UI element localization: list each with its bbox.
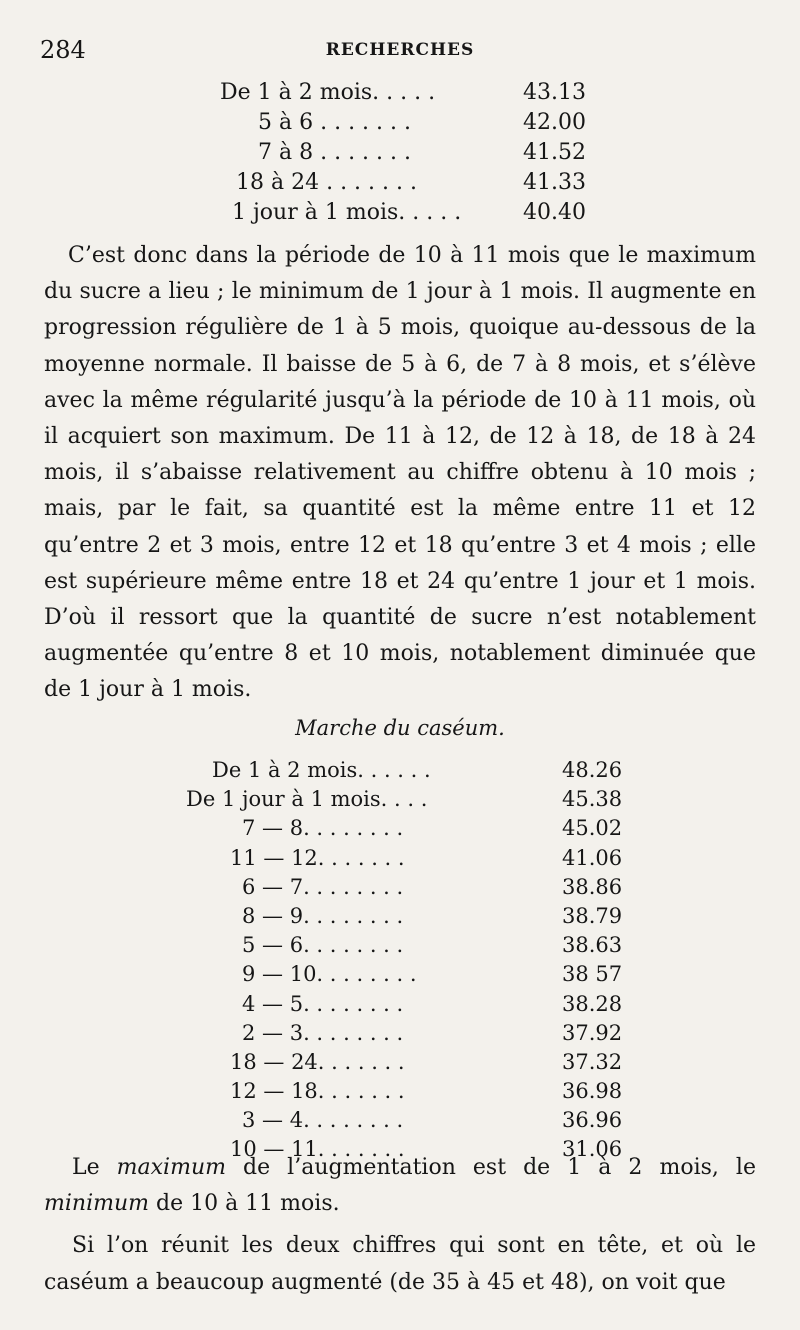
table-row xyxy=(186,787,700,816)
row-value: 38.79 xyxy=(562,903,623,928)
row-value: 37.32 xyxy=(562,1049,623,1074)
table-row xyxy=(150,110,630,140)
caseum-table xyxy=(186,758,700,1167)
row-label: De 1 à 2 mois. . . . . xyxy=(220,80,436,105)
table-row xyxy=(200,962,700,991)
table-row xyxy=(200,758,700,787)
row-label: 8 — 9. . . . . . . . xyxy=(242,903,404,928)
page-number: 284 xyxy=(40,36,86,64)
row-value: 38.28 xyxy=(562,991,623,1016)
row-label: De 1 à 2 mois. . . . . . xyxy=(212,758,431,782)
row-value: 31.06 xyxy=(562,1137,623,1162)
table-row xyxy=(200,1021,700,1050)
row-value: 36.98 xyxy=(562,1079,623,1104)
row-value: 38.86 xyxy=(562,874,623,899)
text-run: de 10 à 11 mois. xyxy=(149,1191,340,1217)
table-row xyxy=(200,992,700,1021)
table-row xyxy=(150,80,630,110)
row-label: 3 — 4. . . . . . . . xyxy=(242,1108,404,1133)
row-label: 18 à 24 . . . . . . . xyxy=(236,170,417,195)
emphasis-minimum: minimum xyxy=(44,1191,149,1217)
page-header xyxy=(40,36,760,66)
table-row xyxy=(200,816,700,845)
row-value: 45.38 xyxy=(562,787,623,812)
table-row xyxy=(150,170,630,200)
row-label: 1 jour à 1 mois. . . . . xyxy=(232,200,462,225)
row-label: De 1 jour à 1 mois. . . . xyxy=(186,787,428,812)
emphasis-maximum: maximum xyxy=(116,1155,226,1180)
table-row xyxy=(200,904,700,933)
row-value: 36.96 xyxy=(562,1108,623,1133)
row-label: 6 — 7. . . . . . . . xyxy=(242,874,404,899)
row-label: 5 — 6. . . . . . . . xyxy=(242,933,404,958)
table-row xyxy=(200,875,700,904)
row-value: 45.02 xyxy=(562,816,623,841)
closing-paragraphs xyxy=(44,1150,756,1301)
row-value: 41.52 xyxy=(523,140,586,165)
row-value: 48.26 xyxy=(562,758,623,782)
paragraph-text: C’est donc dans la période de 10 à 11 mois que le maximum du sucre a lieu ; le minimum de 1 jour à 1 mois. Il augmente en progression régulière de 1 à 5 mois, quoique au-dessous de la moyenne normale. Il baisse de 5 à 6, de 7 à 8 mois, et s’élève avec la même régularité jusqu’à la période de 10 à 11 mois, où il acquiert son maximum. De 11 à 12, de 12 à 18, de 18 à 24 mois, il s’abaisse relativement au chiffre obtenu à 10 mois ; mais, par le fait, sa quantité est la même entre 11 et 12 qu’entre 2 et 3 mois, entre 12 et 18 qu’entre 3 et 4 mois ; elle est supérieure même entre 18 et 24 qu’entre 1 jour et 1 mois. D’où il ressort que la quantité de sucre n’est notablement augmentée qu’entre 8 et 10 mois, notablement diminuée que de 1 jour à 1 mois. xyxy=(44,243,756,703)
row-value: 42.00 xyxy=(523,110,586,135)
running-title: RECHERCHES xyxy=(325,40,475,60)
row-value: 41.33 xyxy=(523,170,586,195)
table-row xyxy=(150,200,630,230)
paragraph-caseum-note: Si l’on réunit les deux chiffres qui sont en tête, et où le caséum a beaucoup augmenté (de 35 à 45 et 48), on voit que xyxy=(44,1233,756,1295)
row-value: 38.63 xyxy=(562,933,623,958)
text-run: Le xyxy=(72,1155,117,1180)
row-value: 37.92 xyxy=(562,1020,623,1045)
table-row xyxy=(150,140,630,170)
text-run: de l’augmentation est de 1 à 2 mois, le xyxy=(225,1155,756,1180)
table-row xyxy=(200,1108,700,1137)
table-row xyxy=(200,933,700,962)
row-label: 5 à 6 . . . . . . . xyxy=(258,110,412,135)
table-row xyxy=(200,1050,700,1079)
row-value: 41.06 xyxy=(562,845,623,870)
row-label: 7 à 8 . . . . . . . xyxy=(258,140,412,165)
row-label: 7 — 8. . . . . . . . xyxy=(242,816,404,841)
row-label: 11 — 12. . . . . . . xyxy=(230,845,405,870)
row-value: 40.40 xyxy=(523,200,586,225)
row-label: 2 — 3. . . . . . . . xyxy=(242,1020,404,1045)
table-row xyxy=(200,846,700,875)
table-row xyxy=(200,1079,700,1108)
row-label: 18 — 24. . . . . . . xyxy=(230,1049,405,1074)
paragraph-sugar-analysis xyxy=(44,238,756,709)
row-label: 12 — 18. . . . . . . xyxy=(230,1079,405,1104)
row-label: 4 — 5. . . . . . . . xyxy=(242,991,404,1016)
row-value: 43.13 xyxy=(523,80,586,105)
caseum-section-title: Marche du caséum. xyxy=(295,716,505,740)
row-label: 9 — 10. . . . . . . . xyxy=(242,962,417,987)
row-value: 38 57 xyxy=(562,962,623,987)
row-label: 10 — 11. . . . . . . xyxy=(230,1137,405,1162)
paragraph-maximum-minimum xyxy=(44,1150,756,1222)
sugar-table xyxy=(150,80,630,230)
